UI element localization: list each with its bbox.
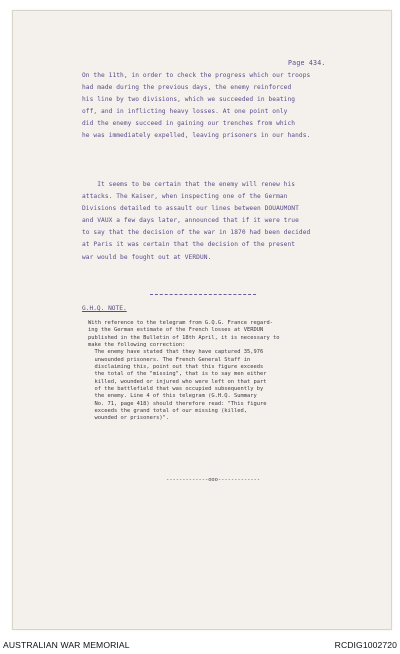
end-mark: -------------ooo------------- [166, 477, 261, 483]
note-heading: G.H.Q. NOTE. [82, 305, 127, 312]
footer-source: AUSTRALIAN WAR MEMORIAL [3, 640, 130, 650]
footer [0, 636, 400, 654]
separator-rule [150, 294, 256, 295]
page-number: Page 434. [288, 59, 326, 67]
paragraph-2: It seems to be certain that the enemy will renew his attacks. The Kaiser, when inspecting one of the German Divisions detailed to assault our lines between DOUAUMONT and VAUX a few days later, announced that if it were true to say that the decision of the war in 1870 had been decided at Paris it was certain that the decision of the present war would be fought out at VERDUN. [82, 181, 311, 261]
footer-id: RCDIG1002720 [334, 640, 397, 650]
paragraph-1: On the 11th, in order to check the progress which our troops had made during the previous days, the enemy reinforced his line by two divisions, which we succeeded in beating off, and in inflicting heavy losses. At one point only did the enemy succeed in gaining our trenches from which he was immediately expelled, leaving prisoners in our hands. [82, 72, 311, 140]
note-body: With reference to the telegram from G.Q.G. France regard- ing the German estimate of the French losses at VERDUN published in the Bulletin of 18th April, it is necessary to make the following correction: The enemy have stated that they have captured 35,976 unwounded prisoners. The French General Staff in disclaiming this, point out that this figure exceeds the total of the "missing", that is to say men either killed, wounded or injured who were left on that part of the battlefield that was occupied subsequently by the enemy. Line 4 of this telegram (G.H.Q. Summary No. 71, page 418) should therefore read: "This figure exceeds the grand total of our missing (killed, wounded or prisoners)". [88, 320, 280, 422]
